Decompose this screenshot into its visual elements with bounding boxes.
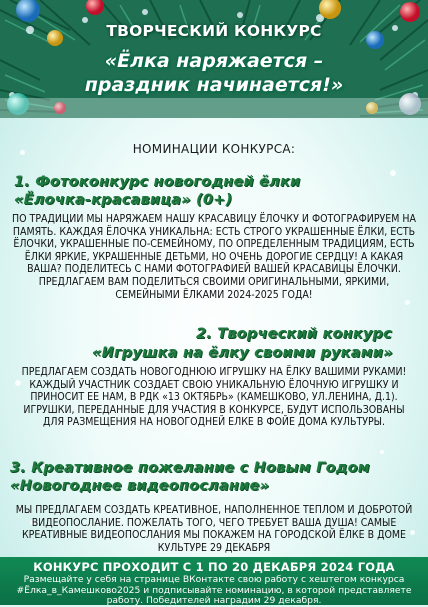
nomination-3-title-line2: «Новогоднее видеопослание» bbox=[10, 478, 270, 494]
nomination-1-title-line2: «Ёлочка-красавица» (0+) bbox=[14, 192, 233, 208]
nominations-heading: НОМИНАЦИИ КОНКУРСА: bbox=[132, 142, 296, 156]
nomination-2-title-line1: 2. Творческий конкурс bbox=[196, 326, 392, 342]
nomination-2-title-line2: «Игрушка на ёлку своими руками» bbox=[92, 345, 393, 361]
footer-info: Размещайте у себя на странице ВКонтакте свою работу с хештегом конкурса #Ёлка_в_Камешково2025 и подписывайте номинацию, в которой представляете работу. Победителей наградим 29 декабря. bbox=[16, 574, 412, 606]
nomination-1-text: ПО ТРАДИЦИИ МЫ НАРЯЖАЕМ НАШУ КРАСАВИЦУ ЁЛОЧКУ И ФОТОГРАФИРУЕМ НА ПАМЯТЬ. КАЖДАЯ ЁЛОЧКА УНИКАЛЬНА: ЕСТЬ СТРОГО УКРАШЕННЫЕ ЁЛКИ, ЕСТЬ ЁЛОЧКИ, УКРАШЕННЫЕ ПО-СЕМЕЙНОМУ, ПО ОПРЕДЕЛЕННЫМ ТРАДИЦИЯМ, ЕСТЬ ЁЛКИ ЯРКИЕ, УКРАШЕННЫЕ ДЕТЬМИ, НО ОЧЕНЬ ДОРОГИЕ СЕРДЦУ! А КАКАЯ ВАША? ПОДЕЛИТЕСЬ С НАМИ ФОТОГРАФИЕЙ ВАШЕЙ КРАСАВИЦЫ ЁЛОЧКИ. ПРЕДЛАГАЕМ ВАМ ПОДЕЛИТЬСЯ СВОИМИ ОРИГИНАЛЬНЫМИ, ЯРКИМИ, СЕМЕЙНЫМИ ЁЛКАМИ 2024-2025 ГОДА! bbox=[12, 213, 416, 301]
nomination-3-text: МЫ ПРЕДЛАГАЕМ СОЗДАТЬ КРЕАТИВНОЕ, НАПОЛНЕННОЕ ТЕПЛОМ И ДОБРОТОЙ ВИДЕОПОСЛАНИЕ. ПОЖЕЛАТЬ ТОГО, ЧЕГО ТРЕБУЕТ ВАША ДУША! САМЫЕ КРЕАТИВНЫЕ ВИДЕОПОСЛАНИЯ МЫ ПОКАЖЕМ НА ГОРОДСКОЙ ЁЛКЕ В ДОМЕ КУЛЬТУРЕ 29 ДЕКАБРЯ bbox=[15, 504, 413, 554]
nomination-3-title-line1: 3. Креативное пожелание с Новым Годом bbox=[10, 460, 370, 476]
footer-dates: КОНКУРС ПРОХОДИТ С 1 ПО 20 ДЕКАБРЯ 2024 ГОДА bbox=[33, 560, 395, 574]
contest-slogan-line2: праздник начинается!» bbox=[84, 74, 344, 96]
nomination-1-title-line1: 1. Фотоконкурс новогодней ёлки bbox=[14, 174, 301, 190]
nomination-2-text: ПРЕДЛАГАЕМ СОЗДАТЬ НОВОГОДНЮЮ ИГРУШКУ НА ЁЛКУ ВАШИМИ РУКАМИ! КАЖДЫЙ УЧАСТНИК СОЗДАЕТ СВОЮ УНИКАЛЬНУЮ ЁЛОЧНУЮ ИГРУШКУ И ПРИНОСИТ ЕЕ НАМ, В РДК «13 ОКТЯБРЬ» (КАМЕШКОВО, УЛ.ЛЕНИНА, Д.1). ИГРУШКИ, ПЕРЕДАННЫЕ ДЛЯ УЧАСТИЯ В КОНКУРСЕ, БУДУТ ИСПОЛЬЗОВАНЫ ДЛЯ РАЗМЕЩЕНИЯ НА НОВОГОДНЕЙ ЕЛКЕ В ФОЙЕ ДОМА КУЛЬТУРЫ. bbox=[21, 366, 407, 429]
contest-slogan-line1: «Ёлка наряжается – bbox=[104, 50, 324, 72]
contest-title: ТВОРЧЕСКИЙ КОНКУРС bbox=[106, 22, 322, 40]
footer-banner bbox=[0, 557, 428, 605]
